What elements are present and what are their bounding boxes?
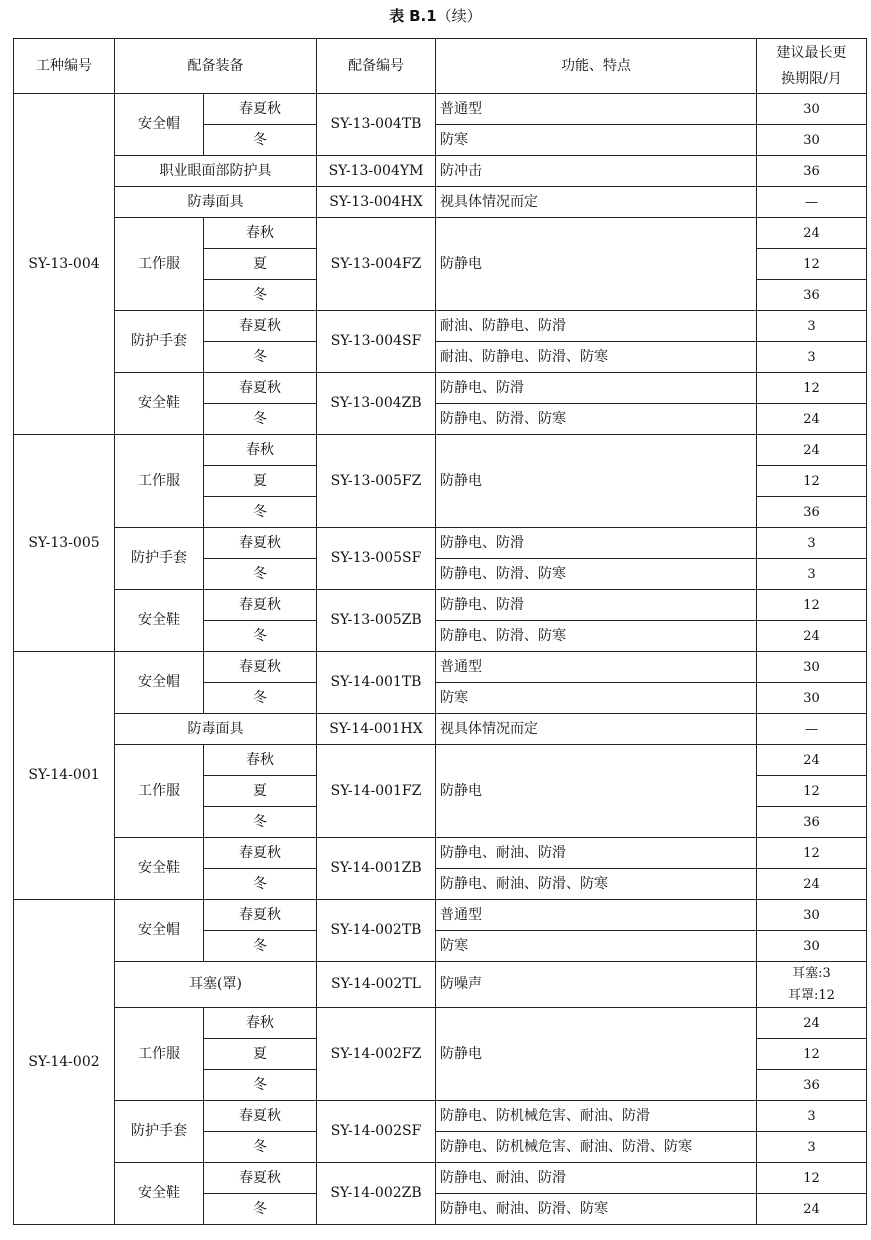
feature-cell: 防静电、耐油、防滑 xyxy=(436,838,757,869)
life-cell: 30 xyxy=(757,900,867,931)
equipment-code-cell: SY-13-004TB xyxy=(317,94,436,156)
equipment-code-cell: SY-14-002ZB xyxy=(317,1163,436,1225)
table-title-suffix: （续） xyxy=(436,7,482,25)
equipment-cell: 安全鞋 xyxy=(115,838,204,900)
equipment-code-cell: SY-14-001HX xyxy=(317,714,436,745)
season-cell: 春夏秋 xyxy=(204,900,317,931)
equipment-cell: 工作服 xyxy=(115,435,204,528)
season-cell: 夏 xyxy=(204,776,317,807)
season-cell: 冬 xyxy=(204,683,317,714)
season-cell: 冬 xyxy=(204,342,317,373)
season-cell: 春秋 xyxy=(204,745,317,776)
equipment-code-cell: SY-14-002TL xyxy=(317,962,436,1008)
equipment-code-cell: SY-14-001ZB xyxy=(317,838,436,900)
header-equipment: 配备装备 xyxy=(115,39,317,94)
life-cell: 30 xyxy=(757,94,867,125)
header-feature: 功能、特点 xyxy=(436,39,757,94)
equipment-code-cell: SY-13-004FZ xyxy=(317,218,436,311)
equipment-cell: 职业眼面部防护具 xyxy=(115,156,317,187)
equipment-cell: 安全帽 xyxy=(115,94,204,156)
equipment-code-cell: SY-14-002TB xyxy=(317,900,436,962)
table-row xyxy=(14,1008,867,1039)
table-row xyxy=(14,311,867,342)
life-cell: 3 xyxy=(757,559,867,590)
season-cell: 春夏秋 xyxy=(204,94,317,125)
life-cell: 30 xyxy=(757,125,867,156)
job-code-cell: SY-14-002 xyxy=(14,900,115,1225)
season-cell: 春秋 xyxy=(204,1008,317,1039)
table-row xyxy=(14,745,867,776)
equipment-cell: 防护手套 xyxy=(115,1101,204,1163)
header-life-line1: 建议最长更 xyxy=(776,45,847,61)
table-row xyxy=(14,435,867,466)
life-cell: 12 xyxy=(757,1163,867,1194)
equipment-code-cell: SY-13-004ZB xyxy=(317,373,436,435)
season-cell: 春夏秋 xyxy=(204,373,317,404)
life-cell: 12 xyxy=(757,776,867,807)
life-cell: 24 xyxy=(757,404,867,435)
life-cell: — xyxy=(757,714,867,745)
equipment-cell: 防护手套 xyxy=(115,528,204,590)
season-cell: 夏 xyxy=(204,1039,317,1070)
life-cell: 36 xyxy=(757,807,867,838)
season-cell: 冬 xyxy=(204,497,317,528)
life-cell: 3 xyxy=(757,342,867,373)
table-row xyxy=(14,1101,867,1132)
equipment-cell: 安全鞋 xyxy=(115,1163,204,1225)
feature-cell: 防静电、防滑 xyxy=(436,590,757,621)
feature-cell: 防静电、防机械危害、耐油、防滑、防寒 xyxy=(436,1132,757,1163)
life-cell: 24 xyxy=(757,1194,867,1225)
equipment-code-cell: SY-14-002FZ xyxy=(317,1008,436,1101)
equipment-code-cell: SY-14-001TB xyxy=(317,652,436,714)
season-cell: 夏 xyxy=(204,466,317,497)
feature-cell: 防静电 xyxy=(436,435,757,528)
life-cell: 24 xyxy=(757,1008,867,1039)
life-cell: 36 xyxy=(757,497,867,528)
feature-cell: 防静电、耐油、防滑、防寒 xyxy=(436,1194,757,1225)
equipment-code-cell: SY-14-001FZ xyxy=(317,745,436,838)
life-cell: 24 xyxy=(757,621,867,652)
equipment-code-cell: SY-13-004HX xyxy=(317,187,436,218)
feature-cell: 防静电、防滑 xyxy=(436,528,757,559)
life-cell: 12 xyxy=(757,466,867,497)
feature-cell: 防静电、防滑、防寒 xyxy=(436,621,757,652)
table-row xyxy=(14,838,867,869)
feature-cell: 普通型 xyxy=(436,94,757,125)
feature-cell: 普通型 xyxy=(436,652,757,683)
feature-cell: 防噪声 xyxy=(436,962,757,1008)
table-row xyxy=(14,590,867,621)
season-cell: 冬 xyxy=(204,559,317,590)
equipment-code-cell: SY-13-004YM xyxy=(317,156,436,187)
table-row xyxy=(14,373,867,404)
life-cell: 12 xyxy=(757,590,867,621)
feature-cell: 普通型 xyxy=(436,900,757,931)
table-row xyxy=(14,156,867,187)
table-row xyxy=(14,94,867,125)
life-cell: 12 xyxy=(757,249,867,280)
life-cell: 24 xyxy=(757,218,867,249)
life-cell: — xyxy=(757,187,867,218)
life-cell: 12 xyxy=(757,1039,867,1070)
season-cell: 冬 xyxy=(204,931,317,962)
life-cell: 3 xyxy=(757,1101,867,1132)
header-replacement-period xyxy=(757,39,867,94)
table-row xyxy=(14,652,867,683)
life-cell: 3 xyxy=(757,1132,867,1163)
life-cell: 3 xyxy=(757,528,867,559)
season-cell: 冬 xyxy=(204,280,317,311)
table-row xyxy=(14,714,867,745)
season-cell: 春夏秋 xyxy=(204,1163,317,1194)
season-cell: 春秋 xyxy=(204,435,317,466)
season-cell: 冬 xyxy=(204,807,317,838)
season-cell: 冬 xyxy=(204,1070,317,1101)
feature-cell: 防静电、防滑 xyxy=(436,373,757,404)
feature-cell: 耐油、防静电、防滑 xyxy=(436,311,757,342)
equipment-cell: 安全鞋 xyxy=(115,590,204,652)
equipment-cell: 防毒面具 xyxy=(115,714,317,745)
life-cell: 36 xyxy=(757,280,867,311)
header-life-line2: 换期限/月 xyxy=(781,71,842,87)
job-code-cell: SY-14-001 xyxy=(14,652,115,900)
season-cell: 春夏秋 xyxy=(204,1101,317,1132)
life-cell: 24 xyxy=(757,745,867,776)
season-cell: 冬 xyxy=(204,125,317,156)
life-cell: 12 xyxy=(757,838,867,869)
feature-cell: 防静电、耐油、防滑、防寒 xyxy=(436,869,757,900)
life-cell: 24 xyxy=(757,435,867,466)
table-row xyxy=(14,187,867,218)
equipment-code-cell: SY-13-005ZB xyxy=(317,590,436,652)
feature-cell: 防静电 xyxy=(436,745,757,838)
table-title-label: B.1 xyxy=(409,7,437,25)
job-code-cell: SY-13-004 xyxy=(14,94,115,435)
life-cell xyxy=(757,962,867,1008)
life-earplug: 耳塞:3 xyxy=(792,965,831,981)
equipment-cell: 安全帽 xyxy=(115,652,204,714)
feature-cell: 视具体情况而定 xyxy=(436,714,757,745)
table-row xyxy=(14,528,867,559)
equipment-table xyxy=(13,38,867,1225)
equipment-cell: 防护手套 xyxy=(115,311,204,373)
feature-cell: 视具体情况而定 xyxy=(436,187,757,218)
equipment-cell: 防毒面具 xyxy=(115,187,317,218)
season-cell: 夏 xyxy=(204,249,317,280)
table-row xyxy=(14,962,867,1008)
equipment-cell: 工作服 xyxy=(115,745,204,838)
season-cell: 春夏秋 xyxy=(204,838,317,869)
life-earmuff: 耳罩:12 xyxy=(788,987,835,1003)
feature-cell: 防静电、防滑、防寒 xyxy=(436,404,757,435)
table-row xyxy=(14,218,867,249)
season-cell: 春夏秋 xyxy=(204,590,317,621)
season-cell: 冬 xyxy=(204,1194,317,1225)
equipment-code-cell: SY-13-005FZ xyxy=(317,435,436,528)
table-title-prefix: 表 xyxy=(389,7,405,25)
season-cell: 春夏秋 xyxy=(204,311,317,342)
feature-cell: 防静电 xyxy=(436,1008,757,1101)
equipment-cell: 耳塞(罩) xyxy=(115,962,317,1008)
life-cell: 24 xyxy=(757,869,867,900)
season-cell: 冬 xyxy=(204,404,317,435)
table-row xyxy=(14,1163,867,1194)
header-equipment-code: 配备编号 xyxy=(317,39,436,94)
job-code-cell: SY-13-005 xyxy=(14,435,115,652)
table-title xyxy=(0,6,871,26)
season-cell: 冬 xyxy=(204,621,317,652)
equipment-cell: 安全帽 xyxy=(115,900,204,962)
feature-cell: 防寒 xyxy=(436,683,757,714)
equipment-code-cell: SY-14-002SF xyxy=(317,1101,436,1163)
equipment-code-cell: SY-13-004SF xyxy=(317,311,436,373)
life-cell: 3 xyxy=(757,311,867,342)
header-row xyxy=(14,39,867,94)
feature-cell: 防静电、防机械危害、耐油、防滑 xyxy=(436,1101,757,1132)
feature-cell: 防寒 xyxy=(436,125,757,156)
feature-cell: 防寒 xyxy=(436,931,757,962)
life-cell: 12 xyxy=(757,373,867,404)
season-cell: 春夏秋 xyxy=(204,652,317,683)
equipment-code-cell: SY-13-005SF xyxy=(317,528,436,590)
feature-cell: 防静电、防滑、防寒 xyxy=(436,559,757,590)
life-cell: 30 xyxy=(757,931,867,962)
life-cell: 36 xyxy=(757,156,867,187)
season-cell: 春夏秋 xyxy=(204,528,317,559)
equipment-cell: 安全鞋 xyxy=(115,373,204,435)
equipment-cell: 工作服 xyxy=(115,1008,204,1101)
table-row xyxy=(14,900,867,931)
equipment-cell: 工作服 xyxy=(115,218,204,311)
life-cell: 36 xyxy=(757,1070,867,1101)
life-cell: 30 xyxy=(757,683,867,714)
season-cell: 冬 xyxy=(204,869,317,900)
life-cell: 30 xyxy=(757,652,867,683)
feature-cell: 防静电 xyxy=(436,218,757,311)
feature-cell: 防静电、耐油、防滑 xyxy=(436,1163,757,1194)
feature-cell: 防冲击 xyxy=(436,156,757,187)
header-job-code: 工种编号 xyxy=(14,39,115,94)
feature-cell: 耐油、防静电、防滑、防寒 xyxy=(436,342,757,373)
season-cell: 冬 xyxy=(204,1132,317,1163)
season-cell: 春秋 xyxy=(204,218,317,249)
